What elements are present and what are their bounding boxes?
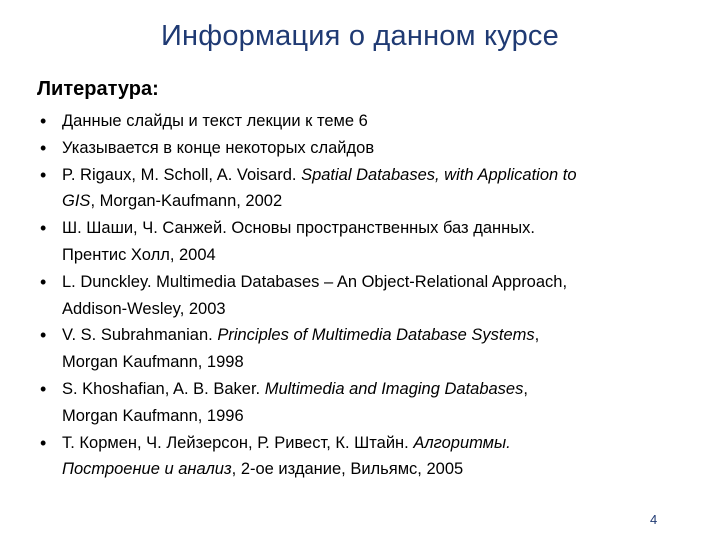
literature-item-line: [62, 456, 705, 483]
literature-item: [40, 376, 705, 430]
literature-item: [40, 269, 705, 323]
italic-text: Principles of Multimedia Database Systems: [217, 326, 535, 345]
literature-item-line: [62, 322, 705, 349]
italic-text: Построение и анализ: [62, 460, 232, 479]
bullet-icon: •: [40, 325, 47, 346]
bullet-icon: •: [40, 432, 47, 453]
literature-item: [40, 322, 705, 376]
text-segment: ,: [523, 379, 528, 398]
italic-text: GIS: [62, 192, 91, 211]
literature-item-line: [62, 162, 705, 189]
literature-item-line: [62, 403, 705, 430]
slide-title: Информация о данном курсе: [161, 20, 559, 52]
literature-item-line: [62, 296, 705, 323]
text-segment: , Morgan-Kaufmann, 2002: [90, 192, 283, 211]
bullet-icon: •: [40, 271, 47, 292]
bullet-icon: •: [40, 137, 47, 158]
text-segment: L. Dunckley. Multimedia Databases – An Object-Relational Approach,: [62, 272, 568, 291]
italic-text: Алгоритмы.: [413, 433, 511, 452]
literature-item-line: [62, 188, 705, 215]
literature-item: [40, 430, 705, 484]
bullet-icon: •: [40, 164, 47, 185]
literature-item-line: [62, 430, 705, 457]
literature-list: [40, 108, 705, 483]
text-segment: V. S. Subrahmanian.: [62, 326, 218, 345]
literature-item-line: [62, 349, 705, 376]
text-segment: Addison-Wesley, 2003: [62, 299, 226, 318]
literature-item: [40, 108, 705, 135]
literature-item-line: [62, 108, 705, 135]
page-number: 4: [650, 512, 658, 527]
text-segment: Ш. Шаши, Ч. Санжей. Основы пространственных баз данных.: [62, 219, 535, 238]
literature-item: [40, 215, 705, 269]
literature-item: [40, 162, 705, 216]
text-segment: Прентис Холл, 2004: [62, 245, 216, 264]
literature-item-line: [62, 215, 705, 242]
italic-text: Spatial Databases, with Application to: [301, 165, 577, 184]
bullet-icon: •: [40, 111, 47, 131]
text-segment: Указывается в конце некоторых слайдов: [62, 138, 375, 157]
bullet-icon: •: [40, 378, 47, 399]
literature-item-line: [62, 135, 705, 162]
text-segment: Т. Кормен, Ч. Лейзерсон, Р. Ривест, К. Штайн.: [62, 433, 414, 452]
literature-item: [40, 135, 705, 162]
text-segment: S. Khoshafian, A. B. Baker.: [62, 379, 265, 398]
bullet-icon: •: [40, 218, 47, 239]
text-segment: ,: [534, 326, 540, 345]
literature-item-line: [62, 269, 705, 296]
text-segment: P. Rigaux, M. Scholl, A. Voisard.: [62, 165, 302, 184]
literature-item-line: [62, 376, 705, 403]
literature-item-line: [62, 242, 705, 269]
text-segment: Morgan Kaufmann, 1996: [62, 406, 244, 425]
text-segment: Morgan Kaufmann, 1998: [62, 353, 244, 372]
text-segment: , 2-ое издание, Вильямс, 2005: [231, 460, 464, 479]
literature-heading: Литература:: [37, 78, 159, 100]
text-segment: Данные слайды и текст лекции к теме 6: [62, 112, 368, 130]
italic-text: Multimedia and Imaging Databases: [264, 379, 524, 398]
